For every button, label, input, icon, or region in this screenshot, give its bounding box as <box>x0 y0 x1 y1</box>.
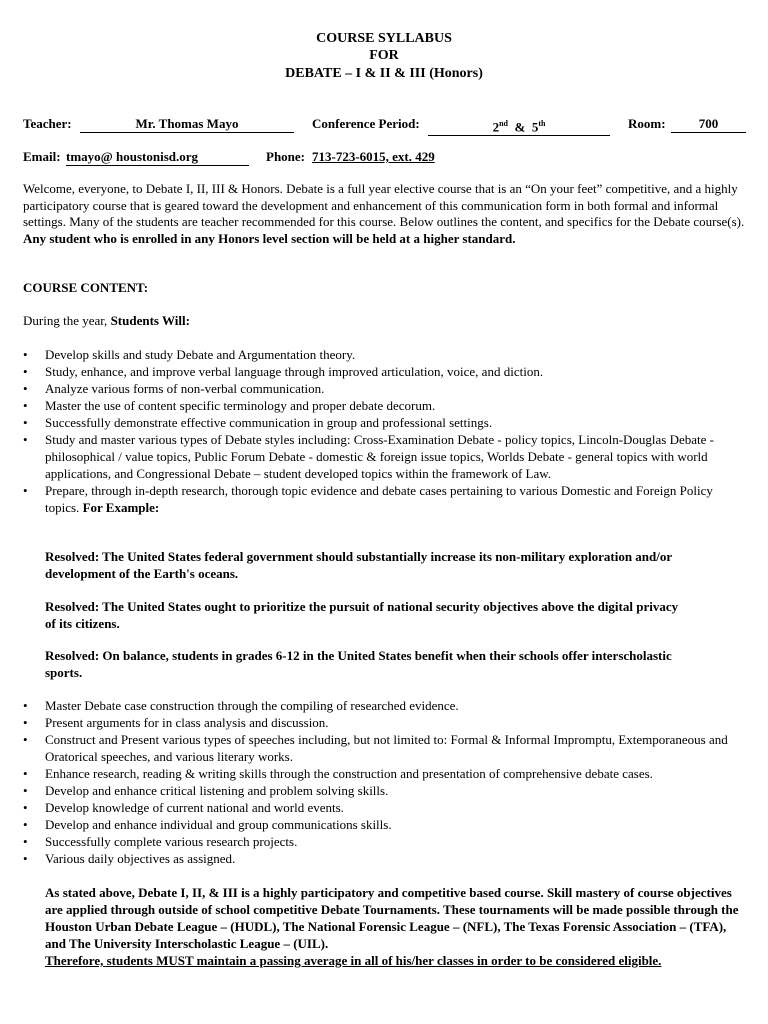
list-item: • Enhance research, reading & writing skills through the construction and presentation of comprehensive debate cases. <box>23 765 745 782</box>
period-second-suffix: th <box>538 119 546 128</box>
list-item: • Study, enhance, and improve verbal language through improved articulation, voice, and diction. <box>23 363 745 380</box>
room-value: 700 <box>671 116 746 133</box>
email-label: Email: <box>23 149 61 164</box>
doc-title-line-3: DEBATE – I & II & III (Honors) <box>285 66 483 81</box>
period-first: 2 <box>492 119 500 135</box>
list-item: • Analyze various forms of non-verbal communication. <box>23 380 745 397</box>
period-first-suffix: nd <box>499 119 508 128</box>
conference-period-value <box>428 116 610 136</box>
honors-note: Any student who is enrolled in any Honors level section will be held at a higher standard. <box>23 230 516 246</box>
eligibility-note: Therefore, students MUST maintain a passing average in all of his/her classes in order to be considered eligible. <box>45 953 662 968</box>
prepare-text: Prepare, through in-depth research, thorough topic evidence and debate cases pertaining to various Domestic and Foreign Policy topics. <box>45 483 713 515</box>
closing-text: As stated above, Debate I, II, & III is a highly participatory and competitive based course. Skill mastery of course objectives are applied through outside of school competitive Debate Tournaments. These tournaments will be made possible through the Houston Urban Debate League – (HUDL), The National Forensic League – (NFL), The Texas Forensic Association – (TFA), and The University Interscholastic League – (UIL). <box>45 885 739 951</box>
list-item <box>23 482 745 516</box>
course-content-lead-in <box>23 313 190 329</box>
doc-title-line-2: FOR <box>369 48 399 63</box>
resolution-3: Resolved: On balance, students in grades 6-12 in the United States benefit when their schools offer interscholastic sports. <box>45 648 672 680</box>
resolution-1: Resolved: The United States federal government should substantially increase its non-military exploration and/or development of the Earth's oceans. <box>45 549 672 581</box>
conference-period-label: Conference Period: <box>312 116 420 131</box>
list-item: • Present arguments for in class analysis and discussion. <box>23 714 745 731</box>
list-item: • Construct and Present various types of speeches including, but not limited to: Formal & Informal Impromptu, Extemporaneous and Oratorical speeches, and various literary works. <box>23 731 745 765</box>
intro-text: Welcome, everyone, to Debate I, II, III & Honors. Debate is a full year elective course that is an “On your feet” competitive, and a highly participatory course that is geared toward the development and enhancement of this communication form in both formal and informal settings. Many of the students are teacher recommended for this course. Below outlines the content, and specifics for the Debate course(s). <box>23 181 745 230</box>
objectives-list-b <box>23 697 745 867</box>
list-item: • Successfully complete various research projects. <box>23 833 745 850</box>
lead-in-prefix: During the year, <box>23 313 111 328</box>
course-content-heading: COURSE CONTENT: <box>23 280 149 295</box>
resolution-2: Resolved: The United States ought to prioritize the pursuit of national security objectives above the digital privacy of its citizens. <box>45 599 679 631</box>
list-item: • Develop skills and study Debate and Argumentation theory. <box>23 346 745 363</box>
doc-title-line-1: COURSE SYLLABUS <box>316 31 452 46</box>
phone-value: 713-723-6015, ext. 429 <box>312 149 435 164</box>
list-item: • Develop and enhance individual and group communications skills. <box>23 816 745 833</box>
list-item: • Successfully demonstrate effective communication in group and professional settings. <box>23 414 745 431</box>
email-link[interactable]: tmayo@ houstonisd.org <box>66 149 249 166</box>
period-separator: & <box>514 119 526 135</box>
for-example-label: For Example: <box>82 500 160 515</box>
closing-paragraph <box>45 884 745 969</box>
intro-paragraph <box>23 181 745 247</box>
phone-label: Phone: <box>266 149 305 164</box>
teacher-name: Mr. Thomas Mayo <box>80 116 294 133</box>
period-second: 5 <box>531 119 539 135</box>
room-label: Room: <box>628 116 666 131</box>
list-item: • Master the use of content specific terminology and proper debate decorum. <box>23 397 745 414</box>
list-item: • Develop and enhance critical listening and problem solving skills. <box>23 782 745 799</box>
objectives-list-a <box>23 346 745 516</box>
list-item: • Develop knowledge of current national and world events. <box>23 799 745 816</box>
list-item: • Study and master various types of Debate styles including: Cross-Examination Debate - policy topics, Lincoln-Douglas Debate - philosophical / value topics, Public Forum Debate - domestic & foreign issue topics, Worlds Debate - general topics with world applications, and Congressional Debate – student developed topics within the framework of Law. <box>23 431 745 482</box>
teacher-label: Teacher: <box>23 116 72 131</box>
list-item: • Various daily objectives as assigned. <box>23 850 745 867</box>
lead-in-bold: Students Will: <box>110 313 190 328</box>
list-item: • Master Debate case construction through the compiling of researched evidence. <box>23 697 745 714</box>
